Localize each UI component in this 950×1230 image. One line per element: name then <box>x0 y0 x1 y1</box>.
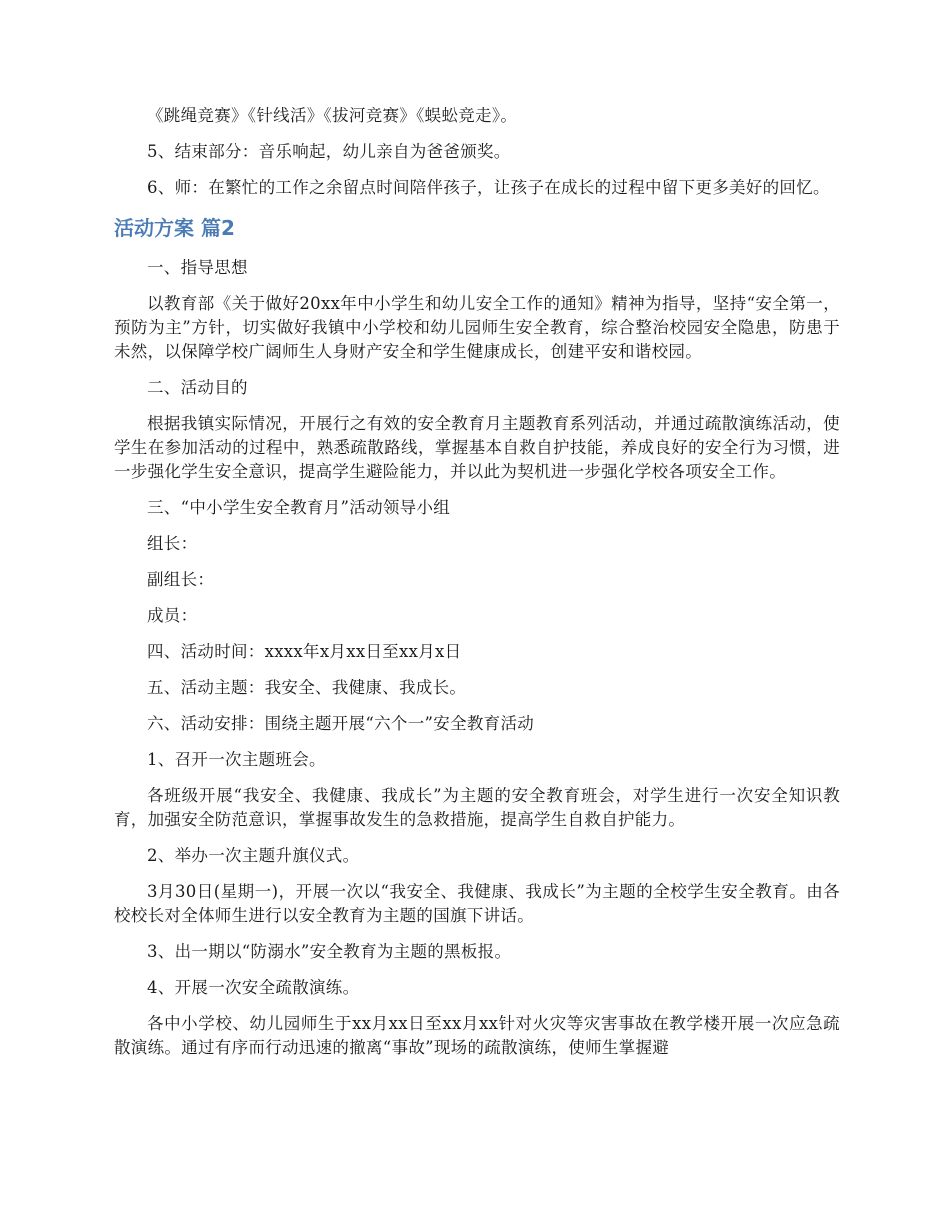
paragraph: 组长： <box>147 534 198 553</box>
section-heading: 活动方案 篇2 <box>114 216 235 240</box>
paragraph: 六、活动安排：围绕主题开展“六个一”安全教育活动 <box>147 714 535 733</box>
paragraph: 各中小学校、幼儿园师生于xx月xx日至xx月xx针对火灾等灾害事故在教学楼开展一次应急疏散演练。通过有序而行动迅速的撤离“事故”现场的疏散演练，使师生掌握避 <box>114 1014 840 1057</box>
paragraph: 副组长： <box>147 570 215 589</box>
paragraph: 根据我镇实际情况，开展行之有效的安全教育月主题教育系列活动，并通过疏散演练活动，使学生在参加活动的过程中，熟悉疏散路线，掌握基本自救自护技能，养成良好的安全行为习惯，进一步强化学生安全意识，提高学生避险能力，并以此为契机进一步强化学校各项安全工作。 <box>114 414 840 481</box>
document-body <box>114 104 840 1072</box>
paragraph: 四、活动时间：xxxx年x月xx日至xx月x日 <box>147 642 462 661</box>
paragraph: 6、师：在繁忙的工作之余留点时间陪伴孩子，让孩子在成长的过程中留下更多美好的回忆。 <box>147 178 830 197</box>
paragraph: 3月30日(星期一)，开展一次以“我安全、我健康、我成长”为主题的全校学生安全教育。由各校校长对全体师生进行以安全教育为主题的国旗下讲话。 <box>114 882 840 925</box>
paragraph: 以教育部《关于做好20xx年中小学生和幼儿安全工作的通知》精神为指导，坚持“安全第一，预防为主”方针，切实做好我镇中小学校和幼儿园师生安全教育，综合整治校园安全隐患，防患于未然，以保障学校广阔师生人身财产安全和学生健康成长，创建平安和谐校园。 <box>114 294 840 361</box>
paragraph: 各班级开展“我安全、我健康、我成长”为主题的安全教育班会，对学生进行一次安全知识教育，加强安全防范意识，掌握事故发生的急救措施，提高学生自救自护能力。 <box>114 786 840 829</box>
paragraph: 二、活动目的 <box>147 378 248 397</box>
paragraph: 3、出一期以“防溺水”安全教育为主题的黑板报。 <box>147 942 512 961</box>
paragraph: 2、举办一次主题升旗仪式。 <box>147 846 360 865</box>
paragraph: 三、“中小学生安全教育月”活动领导小组 <box>147 498 451 517</box>
paragraph: 五、活动主题：我安全、我健康、我成长。 <box>147 678 467 697</box>
paragraph: 成员： <box>147 606 198 625</box>
paragraph: 5、结束部分：音乐响起，幼儿亲自为爸爸颁奖。 <box>147 142 511 161</box>
paragraph: 《跳绳竞赛》《针线活》《拔河竞赛》《蜈蚣竞走》。 <box>147 106 518 125</box>
paragraph: 一、指导思想 <box>147 258 248 277</box>
paragraph: 1、召开一次主题班会。 <box>147 750 326 769</box>
paragraph: 4、开展一次安全疏散演练。 <box>147 978 360 997</box>
